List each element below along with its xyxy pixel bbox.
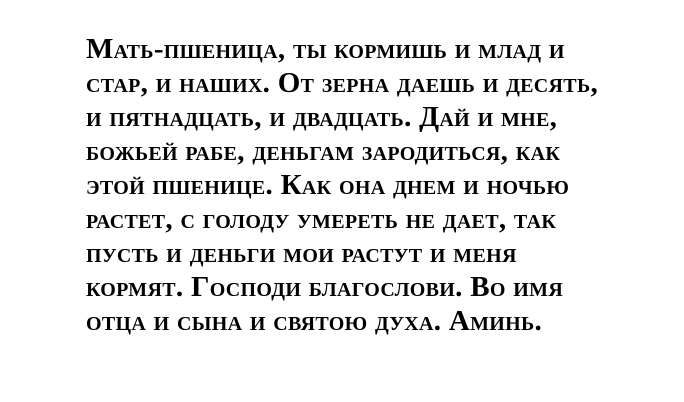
prayer-line-6: растет, с голоду умереть не дает, так — [86, 203, 557, 235]
prayer-text-block — [86, 32, 598, 338]
prayer-line-8: кормят. Господи благослови. Во имя — [86, 271, 564, 303]
prayer-line-3: и пятнадцать, и двадцать. Дай и мне, — [86, 101, 558, 133]
prayer-line-7: пусть и деньги мои растут и меня — [86, 237, 517, 269]
prayer-line-1: Мать-пшеница, ты кормишь и млад и — [86, 33, 565, 65]
prayer-line-5: этой пшенице. Как она днем и ночью — [86, 169, 570, 201]
prayer-line-4: божьей рабе, деньгам зародиться, как — [86, 135, 561, 167]
prayer-line-2: стар, и наших. От зерна даешь и десять, — [86, 67, 599, 99]
prayer-line-9: отца и сына и святою духа. Аминь. — [86, 305, 543, 337]
